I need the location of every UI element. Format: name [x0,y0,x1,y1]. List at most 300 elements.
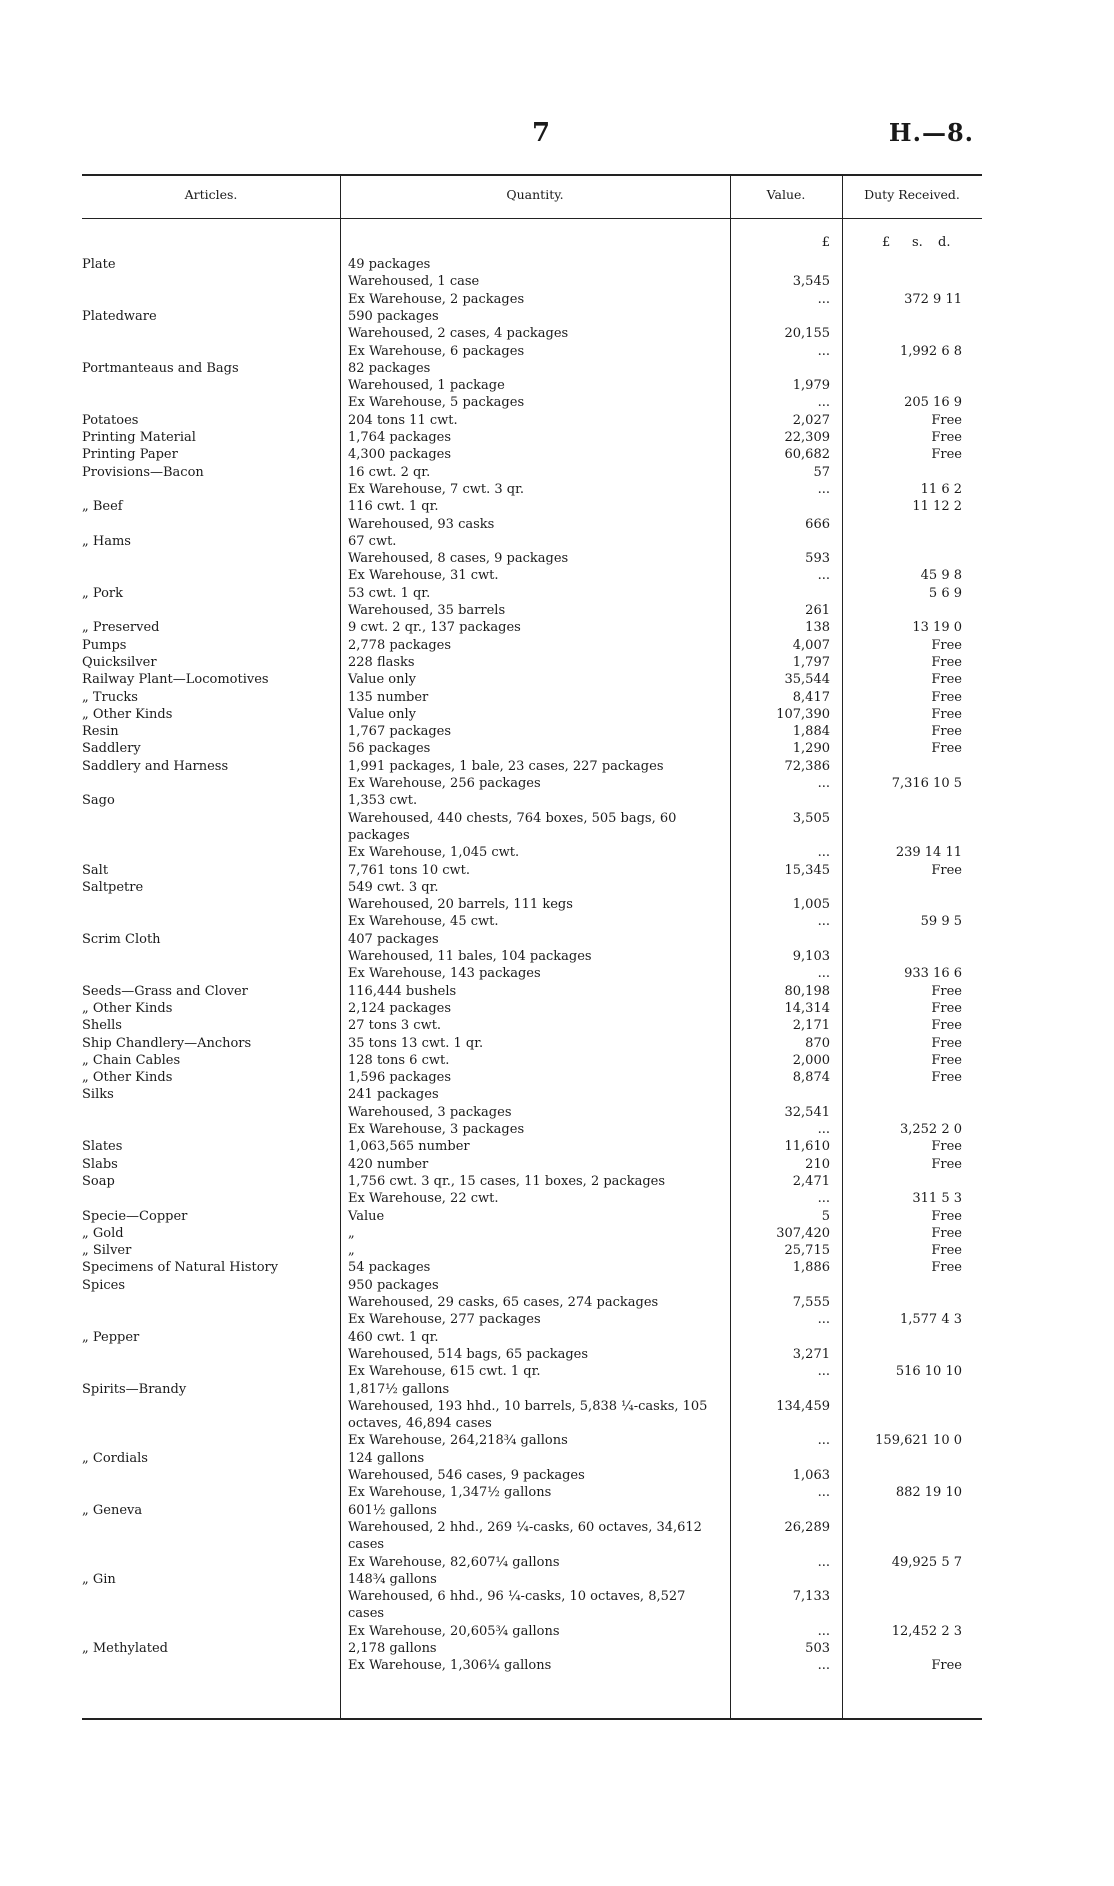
quantity-cell: packages [348,827,410,843]
duty-cell: Free [931,1035,962,1051]
table-row [82,429,982,446]
duty-cell: 516 10 10 [895,1364,962,1380]
quantity-cell: Ex Warehouse, 615 cwt. 1 qr. [348,1364,541,1380]
table-row [82,740,982,757]
quantity-cell: „ [348,1243,355,1259]
article-cell: „ Methylated [82,1641,168,1656]
value-cell: ... [817,1433,830,1449]
quantity-cell: Warehoused, 440 chests, 764 boxes, 505 bags, 60 [348,810,677,826]
value-cell: 15,345 [784,862,830,878]
quantity-cell: 1,991 packages, 1 bale, 23 cases, 227 packages [348,758,664,774]
value-cell: ... [817,1191,830,1207]
value-cell: 666 [805,516,830,532]
table-row [82,637,982,654]
duty-cell: Free [931,1018,962,1034]
article-cell: Platedware [82,308,157,324]
duty-cell: Free [931,1139,962,1155]
value-cell: 57 [813,464,830,480]
value-cell: 1,886 [792,1260,830,1276]
value-cell: 11,610 [784,1139,830,1155]
table-row [82,412,982,429]
quantity-cell: 27 tons 3 cwt. [348,1018,442,1034]
article-cell: „ Trucks [82,689,138,705]
value-cell: ... [817,776,830,791]
table-row [82,291,982,308]
article-cell: Saltpetre [82,879,144,895]
value-cell: 7,555 [792,1295,830,1310]
table-row [82,827,982,844]
quantity-cell: 54 packages [348,1260,431,1276]
value-cell: 2,171 [792,1018,830,1034]
value-cell: 134,459 [776,1398,830,1414]
article-cell: Specimens of Natural History [82,1260,279,1276]
article-cell: Railway Plant—Locomotives [82,672,269,688]
quantity-cell: Value [348,1208,385,1224]
value-cell: 1,979 [792,378,830,394]
table-row [82,1467,982,1484]
duty-cell: 3,252 2 0 [899,1122,962,1137]
duty-cell: Free [931,637,962,653]
quantity-cell: 124 gallons [348,1450,425,1466]
value-cell: ... [817,1485,830,1501]
table-row [82,1138,982,1155]
quantity-cell: 49 packages [348,257,431,272]
value-cell: 8,874 [792,1070,830,1086]
quantity-cell: Ex Warehouse, 3 packages [348,1122,525,1137]
table-row [82,1571,982,1588]
article-cell: „ Silver [82,1243,132,1259]
value-cell: 5 [821,1208,830,1224]
value-cell: ... [817,845,830,861]
column-header-articles: Articles. [184,187,238,202]
duty-cell: Free [931,1658,962,1674]
table-row [82,1242,982,1259]
table-row [82,1311,982,1328]
column-header-duty: Duty Received. [864,187,960,202]
value-cell: 503 [805,1641,830,1656]
article-cell: Spices [82,1277,126,1293]
table-row [82,308,982,325]
table-row [82,1554,982,1571]
value-cell: 593 [805,551,830,567]
article-cell: Spirits—Brandy [82,1381,187,1397]
quantity-cell: 420 number [348,1156,429,1172]
quantity-cell: Ex Warehouse, 45 cwt. [348,914,499,930]
table-row [82,758,982,775]
table-row [82,1208,982,1225]
value-cell: ... [817,568,830,584]
article-cell: „ Beef [82,499,123,515]
quantity-cell: 460 cwt. 1 qr. [348,1329,439,1345]
table-row [82,481,982,498]
value-cell: 2,027 [792,412,830,428]
quantity-cell: 35 tons 13 cwt. 1 qr. [348,1035,484,1051]
table-row [82,1000,982,1017]
table-row [82,1363,982,1380]
duty-cell: 45 9 8 [920,568,962,584]
quantity-cell: Ex Warehouse, 256 packages [348,776,541,791]
quantity-cell: 2,124 packages [348,1000,452,1016]
quantity-cell: Warehoused, 1 package [348,378,505,394]
value-cell: ... [817,395,830,411]
article-cell: Portmanteaus and Bags [82,360,239,376]
article-cell: Provisions—Bacon [82,464,204,480]
duty-cell: 372 9 11 [904,291,962,307]
import-table [82,174,982,1720]
quantity-cell: Warehoused, 2 hhd., 269 ¼-casks, 60 octaves, 34,612 [348,1519,702,1535]
table-row [82,983,982,1000]
quantity-cell: 549 cwt. 3 qr. [348,879,439,895]
table-row [82,1156,982,1173]
quantity-cell: Ex Warehouse, 6 packages [348,343,525,359]
quantity-cell: Warehoused, 193 hhd., 10 barrels, 5,838 ¼-casks, 105 [348,1398,708,1414]
quantity-cell: 67 cwt. [348,533,397,549]
table-row [82,1398,982,1415]
article-cell: Slates [82,1139,123,1155]
table-row [82,1450,982,1467]
value-cell: 26,289 [784,1519,830,1535]
value-cell: 35,544 [784,672,830,688]
value-cell: 1,005 [792,897,830,913]
quantity-cell: Warehoused, 3 packages [348,1104,512,1120]
table-row [82,516,982,533]
value-cell: ... [817,1122,830,1137]
quantity-cell: octaves, 46,894 cases [348,1416,492,1432]
table-row [82,1640,982,1657]
quantity-cell: Warehoused, 546 cases, 9 packages [348,1468,585,1483]
quantity-cell: 1,353 cwt. [348,793,418,809]
duty-cell: Free [931,1243,962,1259]
duty-cell: 1,577 4 3 [899,1312,962,1328]
table-row [82,394,982,411]
table-row [82,1329,982,1346]
value-cell: 2,471 [792,1173,830,1189]
table-top-rule [82,174,982,176]
table-row [82,1657,982,1674]
duty-cell: 311 5 3 [912,1191,962,1207]
duty-cell: Free [931,1260,962,1276]
article-cell: Saddlery [82,741,141,757]
table-row [82,654,982,671]
table-row [82,671,982,688]
value-cell: 72,386 [784,758,830,774]
duty-cell: 49,925 5 7 [891,1554,962,1570]
article-cell: „ Other Kinds [82,1070,173,1086]
table-bottom-rule [82,1718,982,1720]
quantity-cell: Warehoused, 29 casks, 65 cases, 274 packages [348,1295,659,1310]
table-row [82,360,982,377]
table-row [82,602,982,619]
value-cell: ... [817,481,830,497]
table-row [82,723,982,740]
quantity-cell: 82 packages [348,360,431,376]
quantity-cell: 1,817½ gallons [348,1381,450,1397]
value-cell: 80,198 [784,983,830,999]
quantity-cell: 9 cwt. 2 qr., 137 packages [348,620,521,636]
duty-cell: Free [931,1070,962,1086]
quantity-cell: Ex Warehouse, 5 packages [348,395,525,411]
value-cell: 20,155 [784,326,830,342]
article-cell: „ Other Kinds [82,1000,173,1016]
quantity-cell: 128 tons 6 cwt. [348,1052,450,1068]
article-cell: „ Gold [82,1225,124,1241]
quantity-cell: Warehoused, 20 barrels, 111 kegs [348,897,573,913]
quantity-cell: 53 cwt. 1 qr. [348,585,431,601]
table-row [82,1035,982,1052]
duty-cell: Free [931,1052,962,1068]
quantity-cell: 950 packages [348,1277,439,1293]
article-cell: Printing Paper [82,447,178,463]
header-rule [82,218,982,219]
duty-cell: Free [931,689,962,705]
value-cell: 32,541 [784,1104,830,1120]
quantity-cell: 228 flasks [348,654,415,670]
duty-cell: Free [931,430,962,445]
table-row [82,1259,982,1276]
table-row [82,965,982,982]
quantity-cell: Warehoused, 6 hhd., 96 ¼-casks, 10 octaves, 8,527 [348,1589,686,1605]
article-cell: Printing Material [82,430,196,445]
value-cell: 9,103 [792,949,830,964]
quantity-cell: 601½ gallons [348,1502,437,1518]
quantity-cell: 204 tons 11 cwt. [348,412,458,428]
duty-cell: Free [931,1225,962,1241]
quantity-cell: 16 cwt. 2 qr. [348,464,431,480]
table-row [82,1519,982,1536]
table-row [82,1346,982,1363]
table-row [82,1086,982,1103]
quantity-cell: 1,767 packages [348,724,452,740]
quantity-cell: cases [348,1606,385,1622]
table-row [82,1294,982,1311]
quantity-cell: Warehoused, 1 case [348,274,480,290]
quantity-cell: Warehoused, 11 bales, 104 packages [348,949,592,964]
value-cell: 138 [805,620,830,636]
value-cell: 25,715 [784,1243,830,1259]
quantity-cell: 2,778 packages [348,637,452,653]
table-row [82,775,982,792]
quantity-cell: 590 packages [348,308,439,324]
quantity-cell: „ [348,1225,355,1241]
article-cell: Resin [82,724,119,740]
article-cell: Specie—Copper [82,1208,188,1224]
table-row [82,585,982,602]
quantity-cell: 407 packages [348,931,439,947]
quantity-cell: Ex Warehouse, 7 cwt. 3 qr. [348,481,524,497]
table-row [82,550,982,567]
duty-cell: Free [931,412,962,428]
duty-cell: 13 19 0 [912,620,962,636]
table-row [82,810,982,827]
table-row [82,273,982,290]
quantity-cell: 4,300 packages [348,447,452,463]
table-row [82,1052,982,1069]
table-row [82,377,982,394]
article-cell: „ Gin [82,1571,116,1587]
quantity-cell: Ex Warehouse, 22 cwt. [348,1191,499,1207]
quantity-cell: Ex Warehouse, 264,218¾ gallons [348,1433,568,1449]
quantity-cell: 241 packages [348,1087,439,1103]
article-cell: Pumps [82,637,127,653]
article-cell: Shells [82,1018,122,1034]
table-row [82,931,982,948]
duty-cell: Free [931,706,962,722]
article-cell: Saddlery and Harness [82,758,229,774]
duty-unit-pence: d. [938,235,951,250]
value-cell: 8,417 [792,689,830,705]
duty-unit-shillings: s. [912,235,923,250]
duty-cell: 12,452 2 3 [891,1623,962,1639]
article-cell: Soap [82,1173,115,1189]
quantity-cell: Ex Warehouse, 1,045 cwt. [348,845,520,861]
table-row [82,1225,982,1242]
quantity-cell: Value only [348,706,417,722]
value-cell: ... [817,1364,830,1380]
article-cell: Seeds—Grass and Clover [82,983,248,999]
quantity-cell: Ex Warehouse, 31 cwt. [348,568,499,584]
table-row [82,256,982,273]
quantity-cell: 2,178 gallons [348,1641,437,1656]
quantity-cell: Warehoused, 35 barrels [348,603,506,618]
article-cell: Sago [82,793,115,809]
value-cell: ... [817,291,830,307]
quantity-cell: Ex Warehouse, 2 packages [348,291,525,307]
duty-cell: Free [931,447,962,463]
value-cell: ... [817,343,830,359]
article-cell: „ Chain Cables [82,1052,181,1068]
value-cell: ... [817,1554,830,1570]
article-cell: Plate [82,257,116,272]
article-cell: „ Geneva [82,1502,143,1518]
table-row [82,844,982,861]
table-row [82,1017,982,1034]
duty-cell: 5 6 9 [928,585,962,601]
value-cell: 22,309 [784,430,830,445]
quantity-cell: Warehoused, 514 bags, 65 packages [348,1346,589,1362]
value-cell: 60,682 [784,447,830,463]
value-cell: ... [817,1658,830,1674]
table-row [82,1432,982,1449]
quantity-cell: Warehoused, 2 cases, 4 packages [348,326,569,342]
article-cell: „ Hams [82,533,131,549]
value-cell: 870 [805,1035,830,1051]
value-cell: 107,390 [776,706,830,722]
table-row [82,1484,982,1501]
value-cell: 1,290 [792,741,830,757]
table-row [82,913,982,930]
table-row [82,1069,982,1086]
value-cell: 1,797 [792,654,830,670]
duty-cell: 1,992 6 8 [899,343,962,359]
duty-cell: Free [931,654,962,670]
column-header-value: Value. [766,187,806,202]
duty-cell: Free [931,741,962,757]
quantity-cell: Ex Warehouse, 20,605¾ gallons [348,1623,560,1639]
article-cell: Quicksilver [82,654,157,670]
table-row [82,862,982,879]
quantity-cell: Warehoused, 8 cases, 9 packages [348,551,569,567]
value-cell: ... [817,1312,830,1328]
table-row [82,1173,982,1190]
table-row [82,567,982,584]
duty-cell: Free [931,862,962,878]
duty-cell: Free [931,672,962,688]
article-cell: Scrim Cloth [82,931,161,947]
article-cell: Slabs [82,1156,118,1172]
value-cell: ... [817,914,830,930]
duty-cell: Free [931,983,962,999]
table-row [82,1121,982,1138]
duty-cell: Free [931,1208,962,1224]
quantity-cell: 135 number [348,689,429,705]
quantity-cell: 116 cwt. 1 qr. [348,499,439,515]
article-cell: „ Cordials [82,1450,148,1466]
quantity-cell: cases [348,1537,385,1553]
table-row [82,446,982,463]
duty-cell: 882 19 10 [895,1485,962,1501]
value-unit: £ [821,235,830,250]
value-cell: 3,505 [792,810,830,826]
duty-cell: 11 6 2 [920,481,962,497]
quantity-cell: 7,761 tons 10 cwt. [348,862,471,878]
duty-cell: 933 16 6 [904,966,962,982]
quantity-cell: Value only [348,672,417,688]
value-cell: 14,314 [784,1000,830,1016]
article-cell: „ Pepper [82,1329,140,1345]
table-row [82,1104,982,1121]
quantity-cell: Ex Warehouse, 82,607¼ gallons [348,1554,560,1570]
quantity-cell: Ex Warehouse, 1,306¼ gallons [348,1658,552,1674]
quantity-cell: 1,063,565 number [348,1139,470,1155]
table-row [82,792,982,809]
table-row [82,464,982,481]
value-cell: ... [817,966,830,982]
table-row [82,1605,982,1622]
value-cell: 1,063 [792,1468,830,1483]
table-row [82,619,982,636]
table-row [82,325,982,342]
value-cell: 210 [805,1156,830,1172]
quantity-cell: 116,444 bushels [348,983,457,999]
quantity-cell: 1,596 packages [348,1070,452,1086]
value-cell: 3,271 [792,1346,830,1362]
units-row [82,234,982,251]
duty-cell: 239 14 11 [895,845,962,861]
quantity-cell: 1,764 packages [348,430,452,445]
column-header-quantity: Quantity. [506,187,564,202]
value-cell: 261 [805,603,830,618]
article-cell: „ Pork [82,585,124,601]
article-cell: Potatoes [82,412,139,428]
value-cell: ... [817,1623,830,1639]
quantity-cell: Ex Warehouse, 143 packages [348,966,541,982]
table-row [82,1415,982,1432]
table-row [82,1190,982,1207]
quantity-cell: 56 packages [348,741,431,757]
table-row [82,498,982,515]
article-cell: „ Preserved [82,620,160,636]
table-row [82,879,982,896]
value-cell: 2,000 [792,1052,830,1068]
value-cell: 3,545 [792,274,830,290]
table-row [82,1502,982,1519]
quantity-cell: Warehoused, 93 casks [348,516,495,532]
table-row [82,1277,982,1294]
duty-cell: Free [931,1000,962,1016]
table-row [82,1536,982,1553]
duty-cell: 159,621 10 0 [875,1433,962,1449]
duty-cell: 205 16 9 [904,395,962,411]
